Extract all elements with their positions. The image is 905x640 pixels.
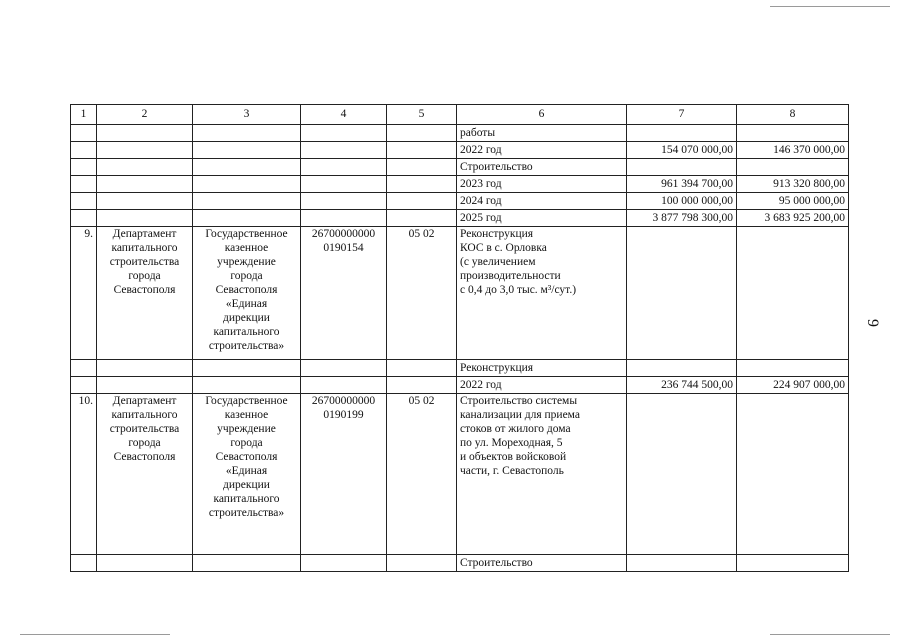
description-line: части, г. Севастополь xyxy=(460,465,564,477)
budget-code-cell xyxy=(301,227,387,360)
object-description xyxy=(457,394,627,555)
table-row xyxy=(71,125,849,142)
row-label: Строительство xyxy=(457,159,627,176)
col-header-6: 6 xyxy=(457,105,627,125)
col-header-7: 7 xyxy=(627,105,737,125)
recipient-line: строительства» xyxy=(208,340,285,352)
table-row xyxy=(71,377,849,394)
amount-col7: 961 394 700,00 xyxy=(627,176,737,193)
recipient-line: учреждение xyxy=(217,256,276,268)
page-number: 9 xyxy=(864,319,881,327)
row-label: работы xyxy=(457,125,627,142)
description-line: Реконструкция xyxy=(460,228,534,240)
budget-code-line: 0190154 xyxy=(323,242,364,254)
recipient-line: казенное xyxy=(224,409,269,421)
table-row xyxy=(71,142,849,159)
object-description xyxy=(457,227,627,360)
col-header-4: 4 xyxy=(301,105,387,125)
table-row xyxy=(71,176,849,193)
department-line: Департамент xyxy=(112,228,177,240)
budget-code-line: 26700000000 xyxy=(311,395,376,407)
description-line: и объектов войсковой xyxy=(460,451,567,463)
row-label: 2025 год xyxy=(457,210,627,227)
recipient-line: города xyxy=(230,270,263,282)
department-cell xyxy=(97,394,193,555)
scan-mark-top-right xyxy=(770,6,890,7)
recipient-cell xyxy=(193,394,301,555)
description-line: КОС в с. Орловка xyxy=(460,242,547,254)
item-number: 9. xyxy=(71,227,97,360)
recipient-cell xyxy=(193,227,301,360)
row-label: Реконструкция xyxy=(457,360,627,377)
scan-mark-bottom-right xyxy=(770,634,890,635)
budget-code-cell xyxy=(301,394,387,555)
table-row xyxy=(71,360,849,377)
table-row xyxy=(71,193,849,210)
amount-col7: 236 744 500,00 xyxy=(627,377,737,394)
table-row xyxy=(71,555,849,572)
department-line: города xyxy=(128,437,161,449)
recipient-line: города xyxy=(230,437,263,449)
amount-col8: 224 907 000,00 xyxy=(737,377,849,394)
col-header-5: 5 xyxy=(387,105,457,125)
recipient-line: дирекции xyxy=(223,479,270,491)
recipient-line: капитального xyxy=(213,326,280,338)
table-row xyxy=(71,210,849,227)
amount-col8 xyxy=(737,125,849,142)
section-code: 05 02 xyxy=(387,227,457,360)
amount-col7: 100 000 000,00 xyxy=(627,193,737,210)
department-line: города xyxy=(128,270,161,282)
row-label: 2022 год xyxy=(457,142,627,159)
amount-col7 xyxy=(627,125,737,142)
department-line: строительства xyxy=(109,256,180,268)
department-cell xyxy=(97,227,193,360)
department-line: Департамент xyxy=(112,395,177,407)
item-number: 10. xyxy=(71,394,97,555)
department-line: строительства xyxy=(109,423,180,435)
col-header-3: 3 xyxy=(193,105,301,125)
amount-col7: 3 877 798 300,00 xyxy=(627,210,737,227)
recipient-line: казенное xyxy=(224,242,269,254)
scan-mark-bottom-left xyxy=(20,634,170,635)
budget-code-line: 26700000000 xyxy=(311,228,376,240)
recipient-line: Государственное xyxy=(205,228,288,240)
budget-code-line: 0190199 xyxy=(323,409,364,421)
amount-col7: 154 070 000,00 xyxy=(627,142,737,159)
recipient-line: Севастополя xyxy=(215,284,278,296)
description-line: Строительство системы xyxy=(460,395,578,407)
amount-col8: 95 000 000,00 xyxy=(737,193,849,210)
description-line: производительности xyxy=(460,270,561,282)
header-row xyxy=(71,105,849,125)
row-label: Строительство xyxy=(457,555,627,572)
table-row xyxy=(71,159,849,176)
row-label: 2024 год xyxy=(457,193,627,210)
amount-col8: 146 370 000,00 xyxy=(737,142,849,159)
recipient-line: дирекции xyxy=(223,312,270,324)
recipient-line: Севастополя xyxy=(215,451,278,463)
recipient-line: «Единая xyxy=(225,298,268,310)
amount-col7 xyxy=(627,159,737,176)
recipient-line: Государственное xyxy=(205,395,288,407)
col-header-2: 2 xyxy=(97,105,193,125)
row-label: 2023 год xyxy=(457,176,627,193)
col-header-1: 1 xyxy=(71,105,97,125)
description-line: по ул. Мореходная, 5 xyxy=(460,437,563,449)
row-label: 2022 год xyxy=(457,377,627,394)
department-line: капитального xyxy=(111,242,178,254)
col-header-8: 8 xyxy=(737,105,849,125)
recipient-line: строительства» xyxy=(208,507,285,519)
department-line: Севастополя xyxy=(113,451,176,463)
amount-col8: 913 320 800,00 xyxy=(737,176,849,193)
item-10-row xyxy=(71,394,849,555)
department-line: Севастополя xyxy=(113,284,176,296)
description-line: с 0,4 до 3,0 тыс. м³/сут.) xyxy=(460,284,577,296)
amount-col8: 3 683 925 200,00 xyxy=(737,210,849,227)
description-line: стоков от жилого дома xyxy=(460,423,571,435)
budget-table xyxy=(70,104,849,572)
recipient-line: капитального xyxy=(213,493,280,505)
amount-col8 xyxy=(737,159,849,176)
item-9-row xyxy=(71,227,849,360)
department-line: капитального xyxy=(111,409,178,421)
recipient-line: учреждение xyxy=(217,423,276,435)
recipient-line: «Единая xyxy=(225,465,268,477)
description-line: (с увеличением xyxy=(460,256,536,268)
description-line: канализации для приема xyxy=(460,409,580,421)
section-code: 05 02 xyxy=(387,394,457,555)
